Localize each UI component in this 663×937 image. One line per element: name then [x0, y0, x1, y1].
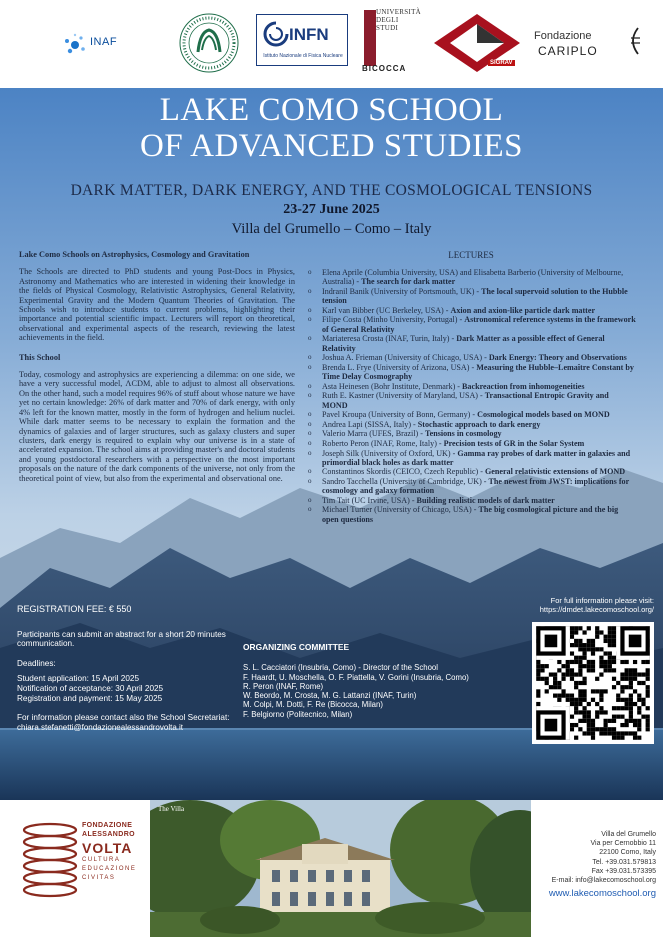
volta-rings-icon — [20, 820, 80, 910]
talk-title: Tensions in cosmology — [424, 429, 502, 439]
talk-title: Building realistic models of dark matter — [416, 495, 555, 505]
infn-logo — [256, 14, 348, 66]
lecturer-name: Elena Aprile (Columbia University, USA) and Elisabetta Barberio (University of Melbourne, Australia) - — [322, 268, 624, 287]
title-line-2: OF ADVANCED STUDIES — [140, 128, 523, 164]
lecturer-name: Asta Heinesen (Bohr Institute, Denmark) - — [322, 381, 463, 391]
bullet-icon: o — [308, 429, 312, 438]
sigrav-logo — [432, 12, 522, 74]
lecture-item — [306, 410, 636, 419]
lecture-list — [306, 268, 636, 524]
address-line: Villa del Grumello — [601, 831, 656, 838]
bullet-icon: o — [308, 419, 312, 428]
full-info-label: For full information please visit: — [550, 596, 654, 605]
talk-title: Cosmological models based on MOND — [477, 410, 610, 420]
bullet-icon: o — [308, 505, 312, 514]
volta-text-3: VOLTA — [82, 840, 133, 856]
bullet-icon: o — [308, 381, 312, 390]
talk-title: Stochastic approach to dark energy — [417, 419, 541, 429]
deadline-registration: Registration and payment: 15 May 2025 — [17, 693, 163, 703]
address-line: 22100 Como, Italy — [599, 849, 656, 857]
lecturer-name: Tim Tait (UC Irvine, USA) - — [322, 495, 417, 505]
bullet-icon: o — [308, 362, 312, 371]
bullet-icon: o — [308, 495, 312, 504]
bullet-icon: o — [308, 305, 312, 314]
talk-title: The big cosmological picture and the big open questions — [322, 505, 619, 524]
volta-logo — [20, 820, 145, 930]
lecturer-name: Andrea Lapi (SISSA, Italy) - — [322, 419, 418, 429]
infn-subtext: Istituto Nazionale di Fisica Nucleare — [263, 53, 343, 59]
full-info — [520, 597, 654, 614]
committee-member: W. Beordo, M. Crosta, M. G. Lattanzi (INAF, Turin) — [243, 691, 417, 701]
bicocca-logo — [362, 6, 421, 73]
school-venue: Villa del Grumello – Como – Italy — [231, 221, 432, 237]
bicocca-bar-icon — [364, 10, 376, 66]
committee-heading: ORGANIZING COMMITTEE — [243, 642, 350, 652]
lecture-item — [306, 391, 636, 410]
bullet-icon: o — [308, 353, 312, 362]
cariplo-mark-icon — [626, 26, 642, 56]
lecture-item — [306, 467, 636, 476]
school-dates: 23-27 June 2025 — [283, 202, 380, 217]
volta-text-4: CULTURA EDUCAZIONE CIVITAS — [82, 857, 137, 881]
talk-title: General relativistic extensions of MOND — [484, 467, 626, 477]
deadline-notification: Notification of acceptance: 30 April 2025 — [17, 683, 164, 693]
lecturer-name: Ruth E. Kastner (University of Maryland, USA) - — [322, 391, 485, 401]
talk-title: Dark Matter as a possible effect of General Relativity — [322, 334, 605, 353]
registration-fee: REGISTRATION FEE: € 550 — [17, 604, 132, 614]
intro-heading: Lake Como Schools on Astrophysics, Cosmology and Gravitation — [19, 250, 250, 259]
address-line: E-mail: info@lakecomoschool.org — [551, 877, 656, 885]
sigrav-text: SIGRAV — [490, 60, 513, 66]
bullet-icon: o — [308, 476, 312, 485]
inaf-text: INAF — [90, 36, 118, 48]
lecture-item — [306, 268, 636, 287]
lecturer-name: Brenda L. Frye (University of Arizona, USA) - — [322, 362, 477, 372]
lecture-item — [306, 334, 636, 353]
intro-column — [19, 250, 295, 493]
bicocca-top-text: UNIVERSITÀ DEGLI STUDI — [376, 8, 421, 32]
deadlines-heading: Deadlines: — [17, 658, 56, 668]
talk-title: The newest from JWST: implications for cosmology and galaxy formation — [322, 476, 630, 496]
lecturer-name: Mariateresa Crosta (INAF, Turin, Italy) - — [322, 334, 457, 344]
insubria-seal — [178, 12, 240, 74]
lecture-item — [306, 315, 636, 334]
address-line: Via per Cernobbio 11 — [590, 840, 656, 848]
school-subtitle: DARK MATTER, DARK ENERGY, AND THE COSMOLOGICAL TENSIONS — [70, 182, 593, 199]
lecturer-name: Valerio Marra (UFES, Brazil) - — [322, 429, 425, 439]
lecturer-name: Karl van Bibber (UC Berkeley, USA) - — [322, 305, 451, 315]
committee-member: R. Peron (INAF, Rome) — [243, 681, 324, 691]
school-address — [530, 830, 656, 885]
committee-member: M. Colpi, M. Dotti, F. Re (Bicocca, Milan) — [243, 700, 383, 710]
bullet-icon: o — [308, 334, 312, 343]
infn-text: INFN — [289, 25, 329, 44]
cariplo-bottom-text: CARIPLO — [538, 44, 598, 58]
bullet-icon: o — [308, 410, 312, 419]
abstract-note: Participants can submit an abstract for a short 20 minutes communication. — [17, 629, 226, 649]
organizing-committee — [243, 643, 533, 719]
talk-title: Axion and axion-like particle dark matter — [450, 305, 596, 315]
insubria-seal-icon — [178, 12, 240, 74]
lecturer-name: Joshua A. Frieman (University of Chicago, USA) - — [322, 353, 489, 363]
lecture-item — [306, 429, 636, 438]
committee-member: S. L. Cacciatori (Insubria, Como) - Director of the School — [243, 663, 438, 673]
deadline-student: Student application: 15 April 2025 — [17, 674, 139, 684]
committee-member: F. Belgiorno (Politecnico, Milan) — [243, 709, 353, 719]
lecturer-name: Indranil Banik (University of Portsmouth, UK) - — [322, 286, 482, 296]
this-school-heading: This School — [19, 352, 61, 362]
title-line-1: LAKE COMO SCHOOL — [159, 92, 504, 128]
lecturer-name: Michael Turner (University of Chicago, USA) - — [322, 505, 479, 515]
talk-title: The search for dark matter — [361, 277, 456, 287]
bullet-icon: o — [308, 315, 312, 324]
cariplo-logo — [534, 24, 644, 64]
villa-photo — [150, 800, 531, 937]
lecturer-name: Filipe Costa (Minho University, Portugal) - — [322, 315, 465, 325]
bullet-icon: o — [308, 391, 312, 400]
lecturer-name: Sandro Tacchella (University of Cambridge, UK) - — [322, 476, 489, 486]
talk-title: Measuring the Hubble–Lemaître Constant by Time Delay Cosmography — [322, 362, 634, 382]
lecture-item — [306, 363, 636, 382]
cariplo-top-text: Fondazione — [534, 30, 592, 42]
logo-bar — [0, 0, 663, 88]
secretariat-contact: For information please contact also the School Secretariat: — [17, 713, 230, 723]
lecturer-name: Joseph Silk (University of Oxford, UK) - — [322, 448, 458, 458]
talk-title: Astronomical reference systems in the framework of General Relativity — [322, 315, 636, 334]
lecture-item — [306, 287, 636, 306]
committee-member: F. Haardt, U. Moschella, O. F. Piattella, V. Gorini (Insubria, Como) — [243, 672, 469, 682]
address-line: Fax +39.031.573395 — [591, 867, 656, 875]
lecture-item — [306, 382, 636, 391]
talk-title: Dark Energy: Theory and Observations — [488, 353, 627, 363]
lectures-section — [306, 250, 636, 524]
talk-title: Gamma ray probes of dark matter in galaxies and primordial black holes as dark matter — [322, 448, 631, 467]
address-line: Tel. +39.031.579813 — [592, 858, 656, 866]
lecture-item — [306, 449, 636, 468]
talk-title: Backreaction from inhomogeneities — [462, 381, 585, 391]
talk-title: Precision tests of GR in the Solar System — [443, 438, 585, 448]
lecturer-name: Roberto Peron (INAF, Rome, Italy) - — [322, 438, 444, 448]
villa-caption: The Villa — [158, 805, 185, 813]
school-url[interactable]: https://dmdet.lakecomoschool.org/ — [539, 604, 654, 614]
bullet-icon: o — [308, 467, 312, 476]
bullet-icon: o — [308, 448, 312, 457]
lecture-item — [306, 306, 636, 315]
volta-text-2: ALESSANDRO — [82, 831, 136, 838]
website-link[interactable]: www.lakecomoschool.org — [548, 888, 656, 899]
this-school-paragraph: Today, cosmology and astrophysics are experiencing a dilemma: on one side, we have a very successful model, ΛCDM, able to adjust to almost all observations. On the other hand, such a model requires 96% of stuff about whose nature we have yet no certain knowledge: 26% of dark matter and 70% of dark energy, with only 4% left for the known matter, mostly in the form of hydrogen and helium nuclei. While dark matter seems to be necessary to explain the formation and the dynamics of galaxies and of larger structures, such as galaxy clusters and super clusters, dark energy is required to explain why our universe is in a state of accelerated expansion. The school aims at providing master's and doctoral students and young postdoctoral researchers with a perspective on the most important proposals on the nature of the dark components of the universe, not only from the theoretical point of view, but also from the experimental and observational one. — [19, 370, 295, 483]
lecture-item — [306, 505, 636, 524]
qr-code-icon[interactable] — [532, 622, 654, 744]
bullet-icon: o — [308, 286, 312, 295]
bullet-icon: o — [308, 438, 312, 447]
lecture-item — [306, 477, 636, 496]
lecturer-name: Constantinos Skordis (CEICO, Czech Republic) - — [322, 467, 485, 477]
bullet-icon: o — [308, 268, 312, 276]
secretariat-email[interactable]: chiara.stefanetti@fondazionealessandrovolta.it — [17, 722, 183, 732]
bicocca-bottom-text: BICOCCA — [362, 64, 407, 73]
volta-text-1: FONDAZIONE — [82, 822, 133, 829]
lecturer-name: Pavel Kroupa (University of Bonn, Germany) - — [322, 410, 478, 420]
registration-block — [17, 605, 237, 732]
inaf-logo — [62, 30, 142, 60]
lecture-item — [306, 353, 636, 362]
villa-image — [150, 800, 531, 937]
lecture-item — [306, 439, 636, 448]
lecture-item — [306, 496, 636, 505]
lectures-heading: LECTURES — [448, 250, 494, 260]
talk-title: Transactional Entropic Gravity and MOND — [322, 391, 609, 410]
intro-paragraph: The Schools are directed to PhD students and young Post-Docs in Physics, Astronomy and Mathematics who are interested in widening their knowledge in the fields of Physical Cosmology, Relativistic Astrophysics, General Relativity, Experimental Gravity and the Modern Quantum Theories of Gravitation. The Schools wish to introduce students to current problems, highlighting their importance and potential scientific impact. Lecturers will report on theoretical, observational and experimental aspects of the research, reviewing the latest achievements in the field. — [19, 267, 295, 343]
talk-title: The local supervoid solution to the Hubble tension — [322, 286, 628, 306]
inaf-dots-icon — [62, 32, 88, 58]
infn-swirl-icon — [263, 21, 289, 47]
lecture-item — [306, 420, 636, 429]
